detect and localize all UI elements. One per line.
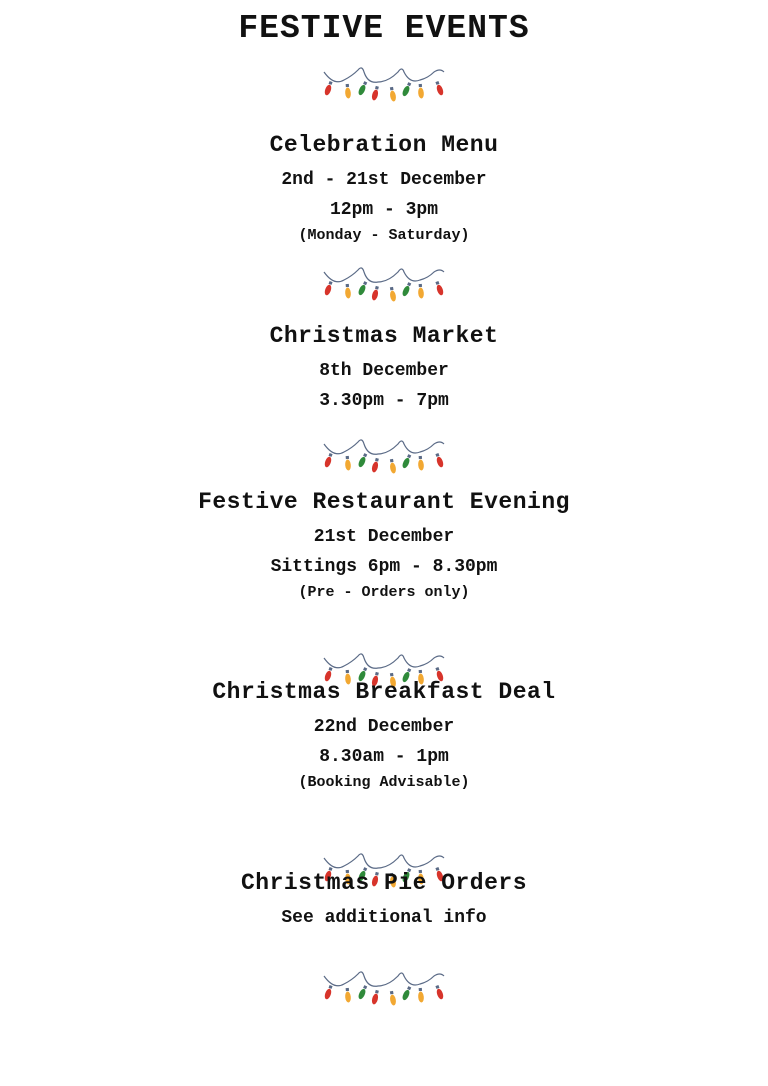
event-title-christmas-pie-orders: Christmas Pie Orders	[240, 870, 528, 896]
light-bulb	[417, 988, 424, 1003]
light-wire	[324, 68, 444, 82]
event-title-festive-restaurant-evening: Festive Restaurant Evening	[198, 489, 570, 515]
event-title-christmas-breakfast-deal: Christmas Breakfast Deal	[212, 679, 556, 705]
christmas-lights-icon	[322, 266, 446, 306]
light-bulb	[434, 453, 444, 469]
christmas-lights-icon	[322, 438, 446, 478]
light-bulb	[344, 84, 351, 99]
event-title-celebration-menu: Celebration Menu	[269, 132, 499, 158]
event-date: 22nd December	[313, 717, 455, 737]
light-wire	[324, 440, 444, 454]
light-bulb	[434, 985, 444, 1001]
light-wire	[324, 854, 444, 868]
light-bulb	[389, 87, 397, 102]
light-wire	[324, 972, 444, 986]
light-bulb	[401, 986, 412, 1002]
light-bulb	[357, 281, 368, 297]
event-date: 21st December	[313, 527, 455, 547]
event-time: 12pm - 3pm	[329, 200, 439, 220]
light-bulb	[357, 81, 368, 97]
event-date: 2nd - 21st December	[281, 170, 487, 190]
light-bulb	[389, 287, 397, 302]
light-bulb	[371, 86, 380, 101]
light-bulb	[417, 284, 424, 299]
light-bulb	[371, 286, 380, 301]
light-bulb	[371, 990, 380, 1005]
event-note: (Pre - Orders only)	[298, 584, 470, 601]
light-wire	[324, 654, 444, 668]
light-bulb	[417, 456, 424, 471]
event-time: 3.30pm - 7pm	[319, 391, 449, 411]
light-bulb	[323, 453, 333, 469]
light-bulb	[323, 281, 333, 297]
light-bulb	[371, 458, 380, 473]
light-bulb	[344, 988, 351, 1003]
light-bulb	[323, 985, 333, 1001]
light-bulb	[401, 282, 412, 298]
light-bulb	[344, 284, 351, 299]
light-wire	[324, 268, 444, 282]
christmas-lights-icon	[322, 970, 446, 1010]
light-bulb	[389, 459, 397, 474]
light-bulb	[434, 281, 444, 297]
event-date: 8th December	[319, 361, 449, 381]
event-note: (Booking Advisable)	[298, 774, 470, 791]
light-bulb	[357, 985, 368, 1001]
christmas-lights-icon	[322, 66, 446, 106]
light-bulb	[389, 991, 397, 1006]
page-title: FESTIVE EVENTS	[238, 10, 530, 47]
light-bulb	[434, 81, 444, 97]
event-time: Sittings 6pm - 8.30pm	[270, 557, 498, 577]
light-bulb	[344, 456, 351, 471]
light-bulb	[401, 454, 412, 470]
event-note: (Monday - Saturday)	[298, 227, 470, 244]
light-bulb	[323, 81, 333, 97]
event-time: 8.30am - 1pm	[319, 747, 449, 767]
light-bulb	[401, 82, 412, 98]
event-info: See additional info	[281, 908, 487, 928]
light-bulb	[417, 84, 424, 99]
event-title-christmas-market: Christmas Market	[269, 323, 499, 349]
light-bulb	[357, 453, 368, 469]
